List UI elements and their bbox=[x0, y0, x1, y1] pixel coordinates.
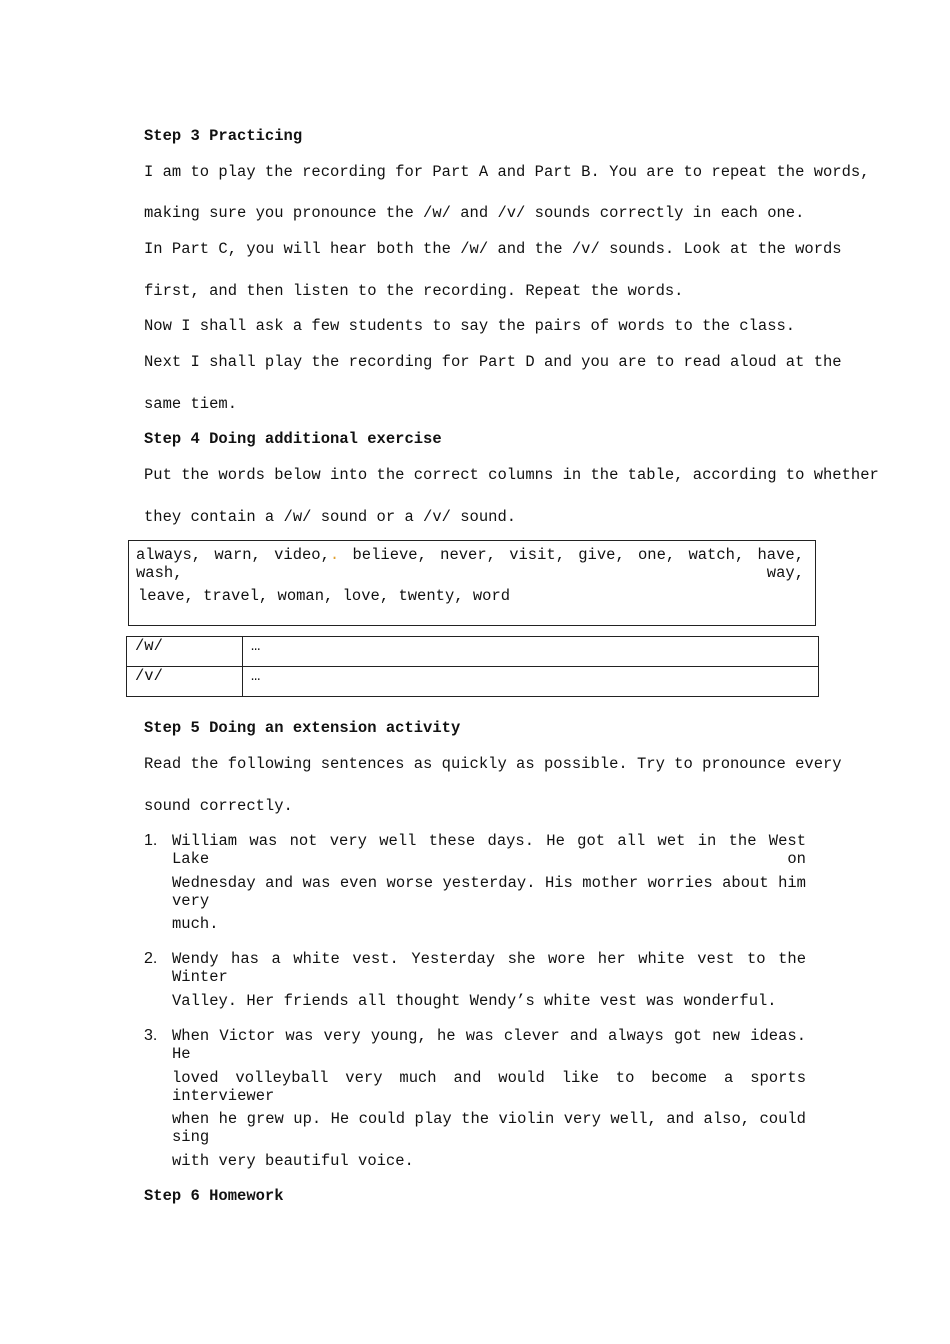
step5-paragraph-line-2: sound correctly. bbox=[144, 797, 293, 815]
word-list-row-1-part-a: always, warn, video, bbox=[136, 546, 330, 564]
list-item-line: loved volleyball very much and would like to become a sports interviewer bbox=[172, 1069, 806, 1105]
step3-paragraph-2-line-2: first, and then listen to the recording. Repeat the words. bbox=[144, 282, 684, 300]
step6-heading: Step 6 Homework bbox=[144, 1187, 284, 1205]
step4-heading: Step 4 Doing additional exercise bbox=[144, 430, 442, 448]
step3-paragraph-2-line-1: In Part C, you will hear both the /w/ and the /v/ sounds. Look at the words bbox=[144, 240, 842, 258]
sound-table bbox=[126, 636, 819, 697]
step3-paragraph-1-line-1: I am to play the recording for Part A and Part B. You are to repeat the words, bbox=[144, 163, 870, 181]
table-cell-value: … bbox=[243, 667, 819, 697]
step5-paragraph-line-1: Read the following sentences as quickly as possible. Try to pronounce every bbox=[144, 755, 842, 773]
step5-heading: Step 5 Doing an extension activity bbox=[144, 719, 461, 737]
marker-dot-icon: . bbox=[329, 546, 340, 564]
list-item-line: William was not very well these days. He got all wet in the West Lake on bbox=[172, 832, 806, 868]
list-item-number: 3. bbox=[144, 1027, 158, 1044]
step3-paragraph-3: Now I shall ask a few students to say the pairs of words to the class. bbox=[144, 317, 796, 335]
list-item-line: with very beautiful voice. bbox=[172, 1152, 414, 1170]
list-item-line: Wednesday and was even worse yesterday. His mother worries about him very bbox=[172, 874, 806, 910]
table-row bbox=[127, 667, 819, 697]
step4-paragraph-line-2: they contain a /w/ sound or a /v/ sound. bbox=[144, 508, 517, 526]
table-cell-label: /w/ bbox=[127, 637, 243, 667]
word-list-row-1-part-b: believe, never, visit, give, one, watch, have, wash, way, bbox=[136, 546, 804, 582]
list-item-number: 2. bbox=[144, 950, 158, 967]
word-list-row-2: leave, travel, woman, love, twenty, word bbox=[138, 587, 511, 605]
list-item-line: when he grew up. He could play the violin very well, and also, could sing bbox=[172, 1110, 806, 1146]
list-item-line: much. bbox=[172, 915, 219, 933]
step3-paragraph-4-line-2: same tiem. bbox=[144, 395, 238, 413]
list-item-line: Valley. Her friends all thought Wendy’s white vest was wonderful. bbox=[172, 992, 777, 1010]
table-row bbox=[127, 637, 819, 667]
step3-paragraph-4-line-1: Next I shall play the recording for Part D and you are to read aloud at the bbox=[144, 353, 842, 371]
list-item-line: When Victor was very young, he was clever and always got new ideas. He bbox=[172, 1027, 806, 1063]
step4-paragraph-line-1: Put the words below into the correct columns in the table, according to whether bbox=[144, 466, 879, 484]
step3-heading: Step 3 Practicing bbox=[144, 127, 303, 145]
word-list-row-1 bbox=[136, 546, 804, 582]
step3-paragraph-1-line-2: making sure you pronounce the /w/ and /v/ sounds correctly in each one. bbox=[144, 204, 805, 222]
word-list-box bbox=[128, 540, 816, 626]
table-cell-label: /v/ bbox=[127, 667, 243, 697]
list-item-number: 1. bbox=[144, 832, 158, 849]
list-item-line: Wendy has a white vest. Yesterday she wore her white vest to the Winter bbox=[172, 950, 806, 986]
table-cell-value: … bbox=[243, 637, 819, 667]
